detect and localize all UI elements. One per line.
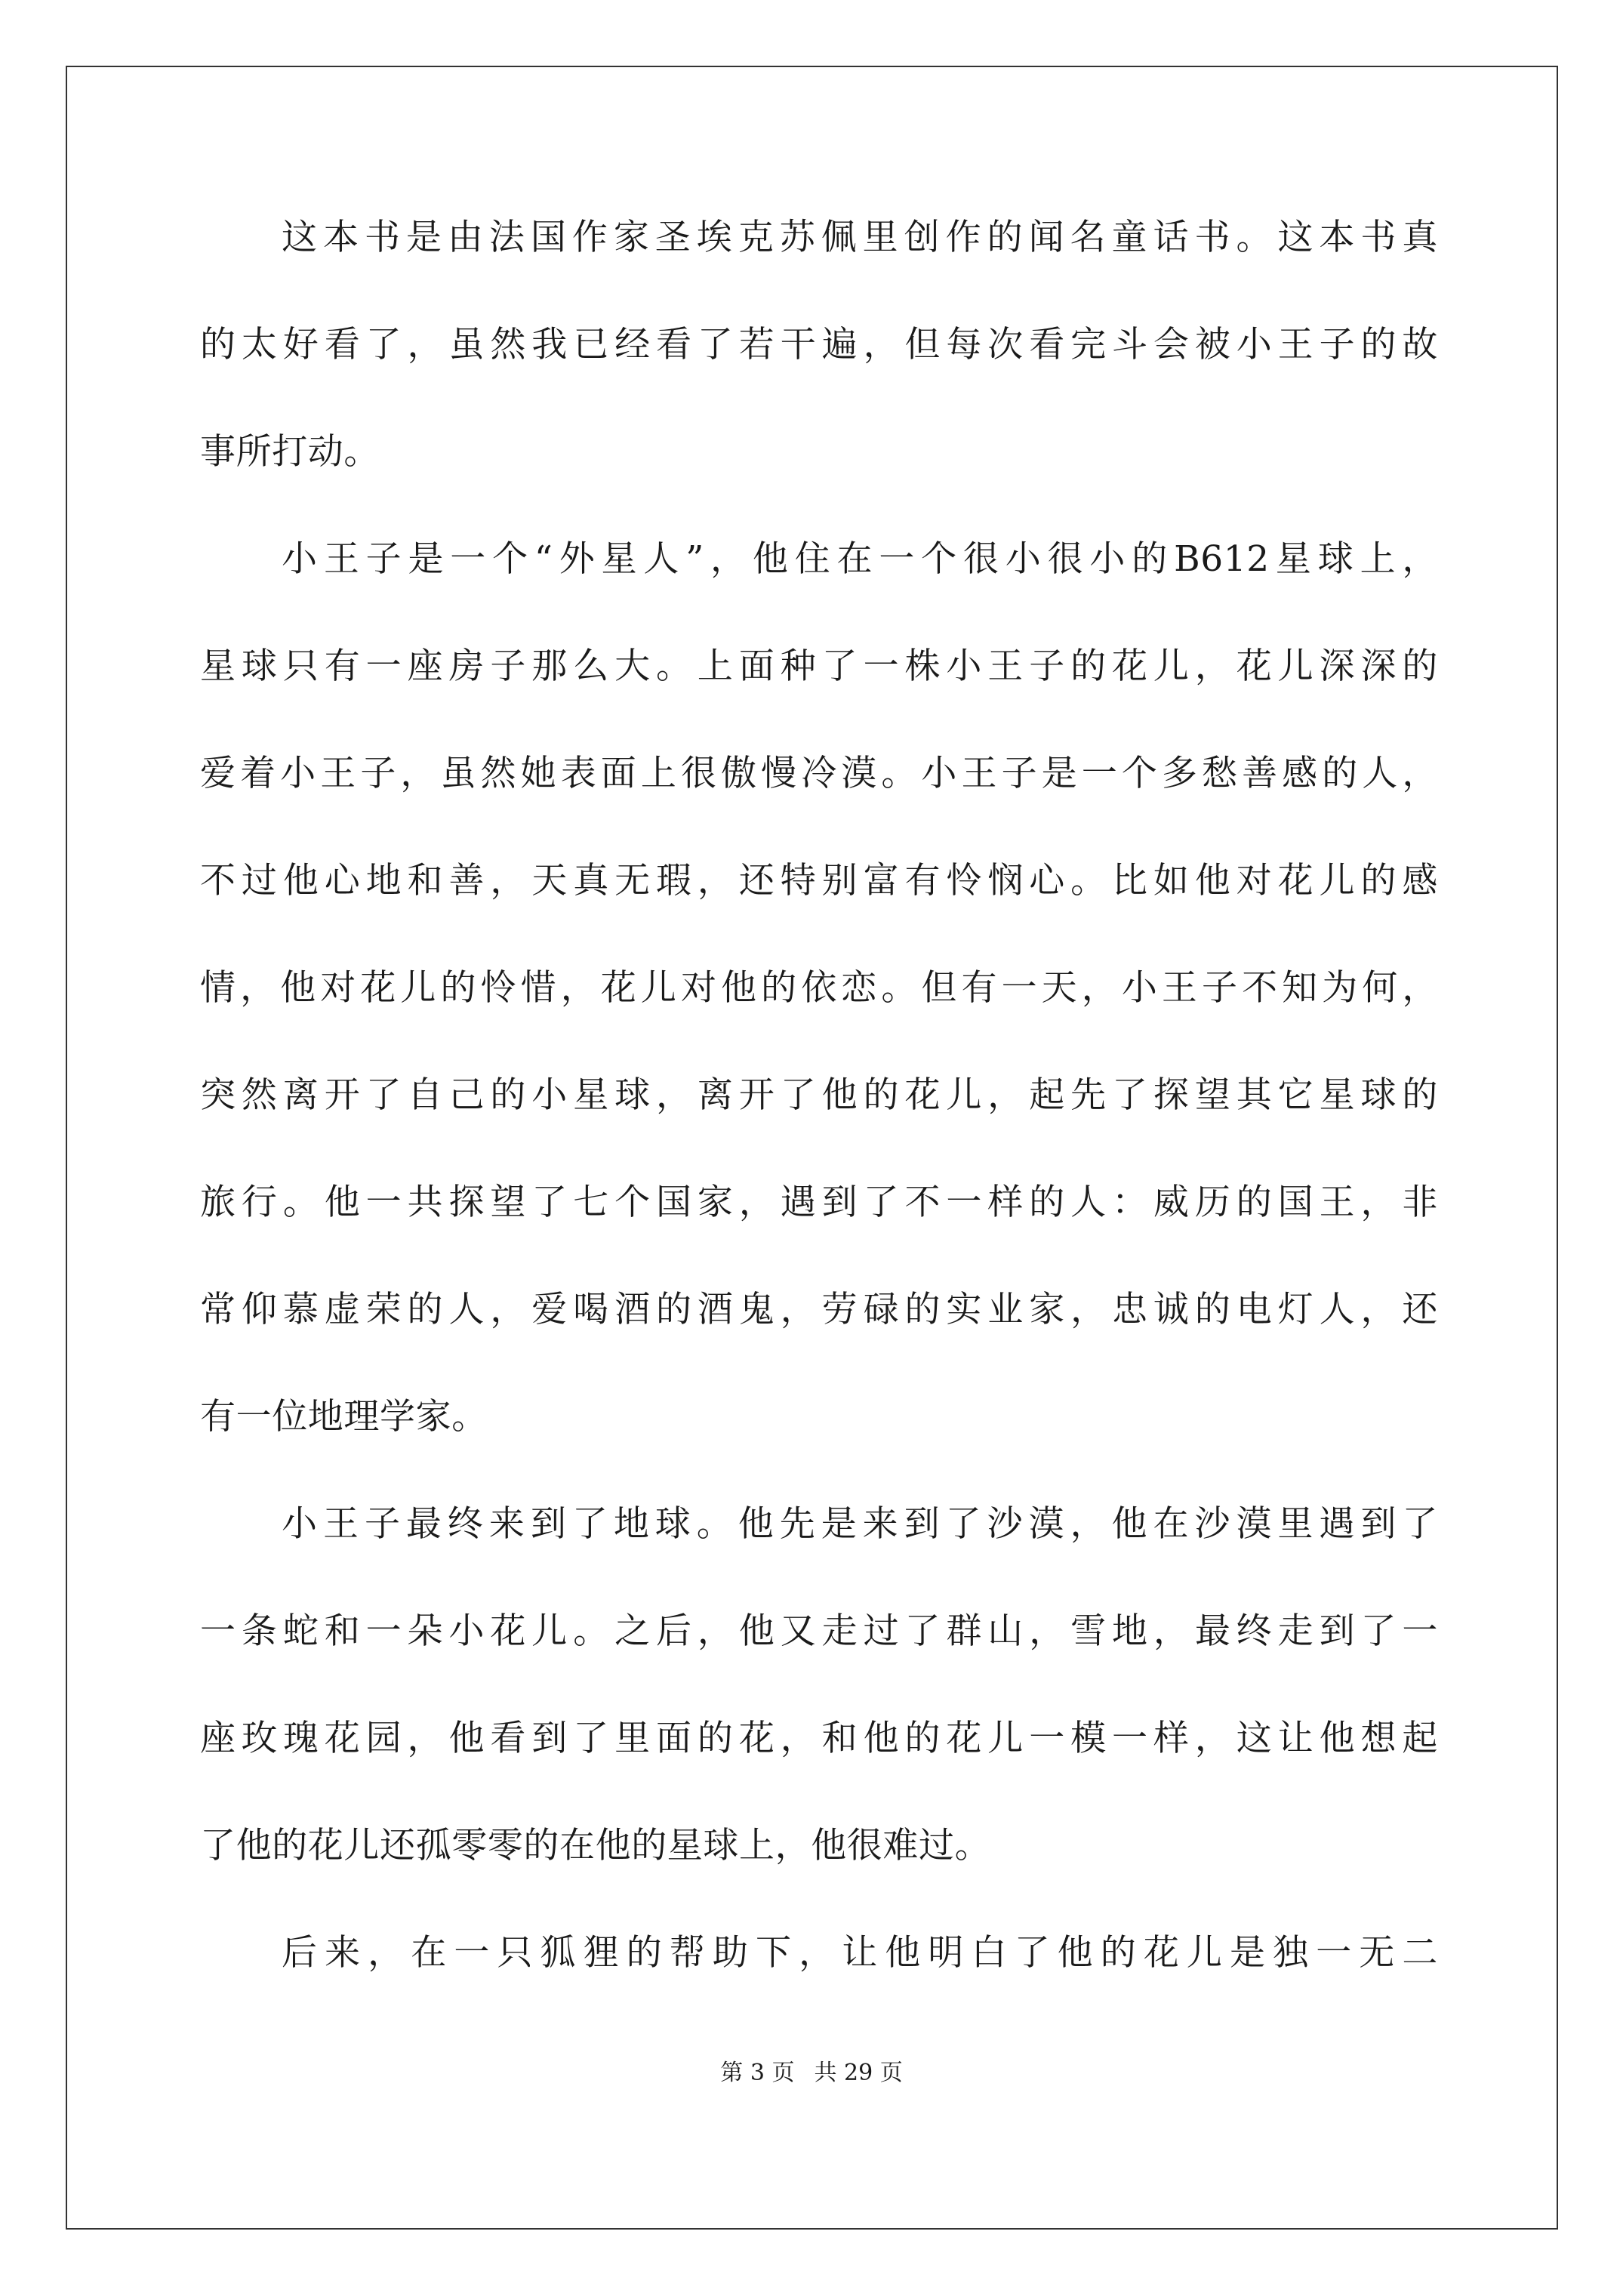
paragraph-2 xyxy=(200,533,1438,1498)
text-line: 爱着小王子，虽然她表面上很傲慢冷漠。小王子是一个多愁善感的人， xyxy=(200,753,1438,794)
text-line: 小王子是一个“外星人”，他住在一个很小很小的B612星球上， xyxy=(282,538,1438,580)
text-line: 后来，在一只狐狸的帮助下，让他明白了他的花儿是独一无二 xyxy=(282,1932,1438,1974)
text-line: 座玫瑰花园，他看到了里面的花，和他的花儿一模一样，这让他想起 xyxy=(200,1718,1438,1759)
page-number-current: 第 3 页 xyxy=(720,2060,795,2086)
text-line: 事所打动。 xyxy=(200,431,380,473)
text-line: 一条蛇和一朵小花儿。之后，他又走过了群山，雪地，最终走到了一 xyxy=(200,1610,1438,1652)
text-line: 这本书是由法国作家圣埃克苏佩里创作的闻名童话书。这本书真 xyxy=(282,217,1438,258)
text-line: 了他的花儿还孤零零的在他的星球上，他很难过。 xyxy=(200,1825,991,1866)
text-line: 小王子最终来到了地球。他先是来到了沙漠，他在沙漠里遇到了 xyxy=(282,1503,1438,1545)
page-number-total: 共 29 页 xyxy=(814,2060,903,2086)
text-line: 突然离开了自己的小星球，离开了他的花儿，起先了探望其它星球的 xyxy=(200,1074,1438,1116)
paragraph-4 xyxy=(200,1927,1438,2034)
text-line: 常仰慕虚荣的人，爱喝酒的酒鬼，劳碌的实业家，忠诚的电灯人，还 xyxy=(200,1289,1438,1330)
paragraph-1 xyxy=(200,211,1438,533)
text-line: 星球只有一座房子那么大。上面种了一株小王子的花儿，花儿深深的 xyxy=(200,646,1438,687)
document-body xyxy=(200,211,1438,2034)
text-line: 的太好看了，虽然我已经看了若干遍，但每次看完斗会被小王子的故 xyxy=(200,324,1438,365)
text-line: 有一位地理学家。 xyxy=(200,1396,488,1438)
text-line: 情，他对花儿的怜惜，花儿对他的依恋。但有一天，小王子不知为何， xyxy=(200,967,1438,1009)
text-line: 旅行。他一共探望了七个国家，遇到了不一样的人：威历的国王，非 xyxy=(200,1182,1438,1223)
paragraph-3 xyxy=(200,1498,1438,1927)
text-line: 不过他心地和善，天真无瑕，还特别富有怜悯心。比如他对花儿的感 xyxy=(200,860,1438,901)
page-footer xyxy=(0,2058,1623,2088)
